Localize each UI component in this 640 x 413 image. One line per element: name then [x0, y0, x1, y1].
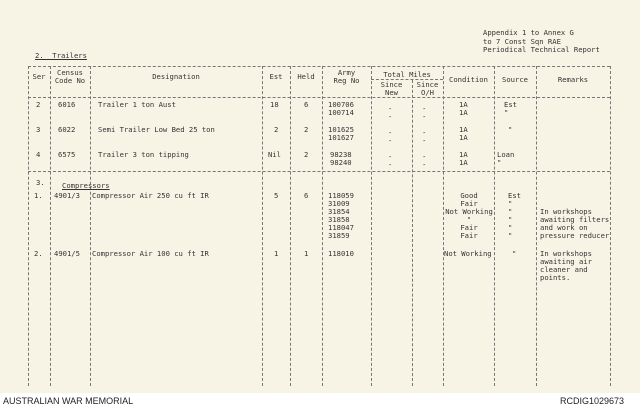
cell-designation: Semi Trailer Low Bed 25 ton	[98, 125, 215, 134]
col-rule	[494, 66, 495, 386]
cell-ser: 2.	[34, 249, 43, 258]
header-census-code: Census Code No	[54, 68, 86, 85]
col-rule	[290, 66, 291, 386]
col-rule	[262, 66, 263, 386]
cell-since-oh: - -	[422, 152, 427, 169]
cell-source: Loan "	[497, 150, 515, 167]
table-top-rule	[28, 66, 610, 67]
cell-code: 6575	[58, 150, 76, 159]
col-rule	[322, 66, 323, 386]
cell-code: 4901/3	[54, 191, 80, 200]
col-rule	[371, 66, 372, 386]
cell-code: 6022	[58, 125, 76, 134]
col-rule	[412, 80, 413, 386]
header-bottom-rule	[28, 97, 610, 98]
cell-designation: Compressor Air 250 cu ft IR	[92, 191, 209, 200]
header-condition: Condition	[449, 75, 488, 84]
cell-est: 1	[274, 249, 279, 258]
col-rule	[536, 66, 537, 386]
cell-source: Est " " " " "	[508, 191, 521, 240]
footer-source: AUSTRALIAN WAR MEMORIAL	[3, 396, 134, 406]
header-remarks: Remarks	[557, 75, 589, 84]
cell-held: 1	[304, 249, 309, 258]
cell-source: Est "	[504, 100, 517, 117]
cell-source: "	[512, 249, 517, 258]
cell-reg: 101625 101627	[328, 125, 354, 142]
cell-condition: Not Working	[444, 249, 492, 258]
cell-condition: 1A 1A	[459, 125, 468, 142]
cell-ser: 2	[36, 100, 41, 109]
col-rule	[90, 66, 91, 386]
header-total-miles: Total Miles	[383, 70, 431, 79]
cell-condition: 1A 1A	[459, 100, 468, 117]
cell-reg: 98238 98240	[330, 150, 352, 167]
cell-ser: 3	[36, 125, 41, 134]
cell-since-oh: - -	[422, 128, 427, 145]
cell-designation: Trailer 3 ton tipping	[98, 150, 189, 159]
appendix-line-1: Appendix 1 to Annex G	[483, 28, 574, 37]
appendix-line-2: to 7 Const Sqn RAE	[483, 37, 561, 46]
header-since-oh: Since O/H	[416, 80, 439, 97]
header-designation: Designation	[152, 72, 200, 81]
cell-since-oh: - -	[422, 104, 427, 121]
cell-since-new: - -	[388, 128, 393, 145]
cell-reg: 118010	[328, 249, 354, 258]
cell-held: 2	[304, 150, 309, 159]
footer-id: RCDIG1029673	[560, 396, 625, 406]
cell-since-new: - -	[388, 104, 393, 121]
section-divider-rule	[28, 171, 610, 172]
col-rule	[610, 66, 611, 386]
cell-designation: Compressor Air 100 cu ft IR	[92, 249, 209, 258]
header-held: Held	[297, 72, 315, 81]
cell-designation: Trailer 1 ton Aust	[98, 100, 176, 109]
cell-condition: 1A 1A	[459, 150, 468, 167]
header-ser: Ser	[32, 72, 46, 81]
cell-est: Nil	[268, 150, 281, 159]
cell-since-new: - -	[388, 152, 393, 169]
cell-reg: 100706 100714	[328, 100, 354, 117]
cell-reg: 118059 31009 31854 31858 118047 31859	[328, 191, 354, 240]
cell-held: 2	[304, 125, 309, 134]
col-rule	[28, 66, 29, 386]
cell-held: 6	[304, 191, 309, 200]
header-since-new: Since New	[380, 80, 403, 97]
cell-ser: 4	[36, 150, 41, 159]
header-army-reg: Army Reg No	[333, 68, 360, 85]
col-rule	[50, 66, 51, 386]
cell-ser: 1.	[34, 191, 43, 200]
header-source: Source	[502, 75, 528, 84]
appendix-line-3: Periodical Technical Report	[483, 45, 600, 54]
cell-remarks: In workshops awaiting air cleaner and points.	[540, 249, 592, 282]
cell-est: 2	[274, 125, 279, 134]
cell-est: 18	[270, 100, 279, 109]
cell-source: "	[508, 125, 513, 134]
cell-code: 4901/5	[54, 249, 80, 258]
section-title-compressors: Compressors	[62, 181, 110, 190]
section-number-compressors: 3.	[36, 178, 45, 187]
header-est: Est	[269, 72, 283, 81]
cell-remarks: In workshops awaiting filters and work on pressure reducer	[540, 207, 610, 240]
cell-held: 6	[304, 100, 309, 109]
cell-code: 6016	[58, 100, 76, 109]
section-title-trailers: 2. Trailers	[35, 51, 87, 60]
cell-est: 5	[274, 191, 279, 200]
cell-condition: Good Fair Not Working " Fair Fair	[445, 191, 493, 240]
